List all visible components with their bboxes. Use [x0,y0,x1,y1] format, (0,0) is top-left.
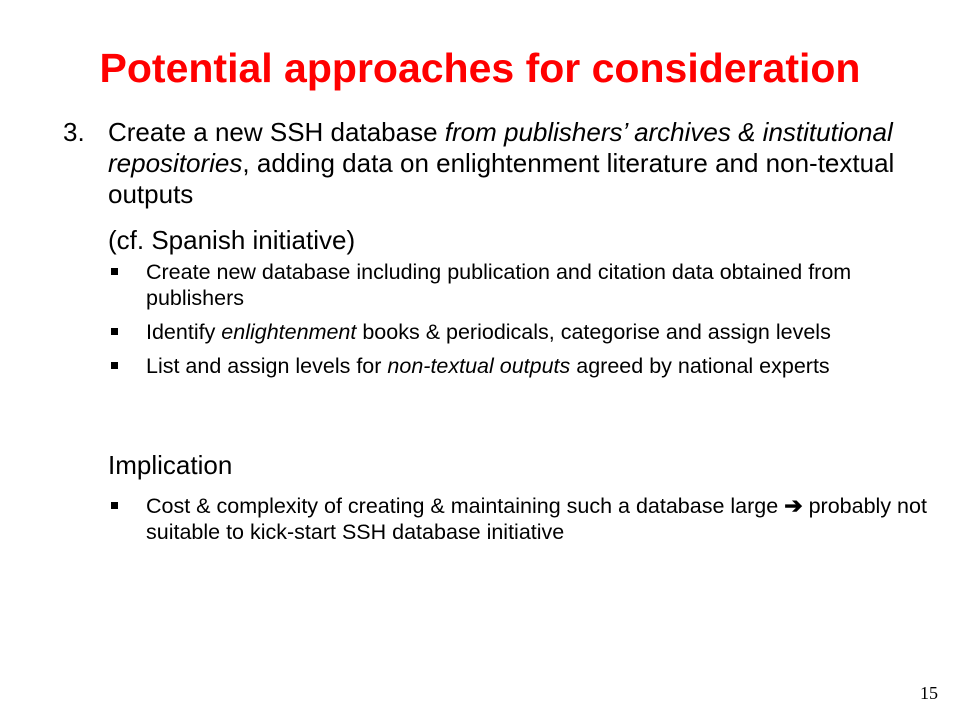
sub-bullet-list [108,259,938,387]
sub-bullet-italic: non-textual outputs [387,354,571,378]
square-bullet-icon [111,362,118,369]
square-bullet-icon [111,328,118,335]
main-point-text-part2: , adding data on enlightenment literature and non-textual outputs [108,148,895,209]
square-bullet-icon [111,502,118,509]
implication-bullet-item [108,493,938,545]
sub-bullet-text-post: books & periodicals, categorise and assign levels [356,320,831,344]
slide-title: Potential approaches for consideration [99,45,861,91]
cf-note: (cf. Spanish initiative) [108,225,356,255]
sub-bullet-item [108,353,938,379]
sub-bullet-text-pre: List and assign levels for [146,354,388,378]
sub-bullet-text-pre: Identify [146,320,222,344]
implication-text-line2: probably not suitable to kick-start SSH database initiative [146,494,927,544]
page-number: 15 [920,683,938,703]
implication-bullet-list [108,493,938,553]
sub-bullet-item [108,259,938,311]
sub-bullet-item [108,319,938,345]
main-point-italic: from publishers’ archives & institutional repositories [108,117,893,178]
main-point-number: 3. [63,117,85,147]
implication-heading: Implication [108,450,233,480]
sub-bullet-text: Create new database including publication and citation data obtained from publishers [146,260,852,310]
implication-text-line1: Cost & complexity of creating & maintaining such a database large [146,494,785,518]
main-point [63,117,943,210]
right-arrow-icon: ➔ [784,493,803,518]
square-bullet-icon [111,268,118,275]
sub-bullet-text-post: agreed by national experts [570,354,830,378]
main-point-text-part1: Create a new SSH database [108,117,445,147]
main-point-text [108,117,943,210]
sub-bullet-italic: enlightenment [221,320,357,344]
